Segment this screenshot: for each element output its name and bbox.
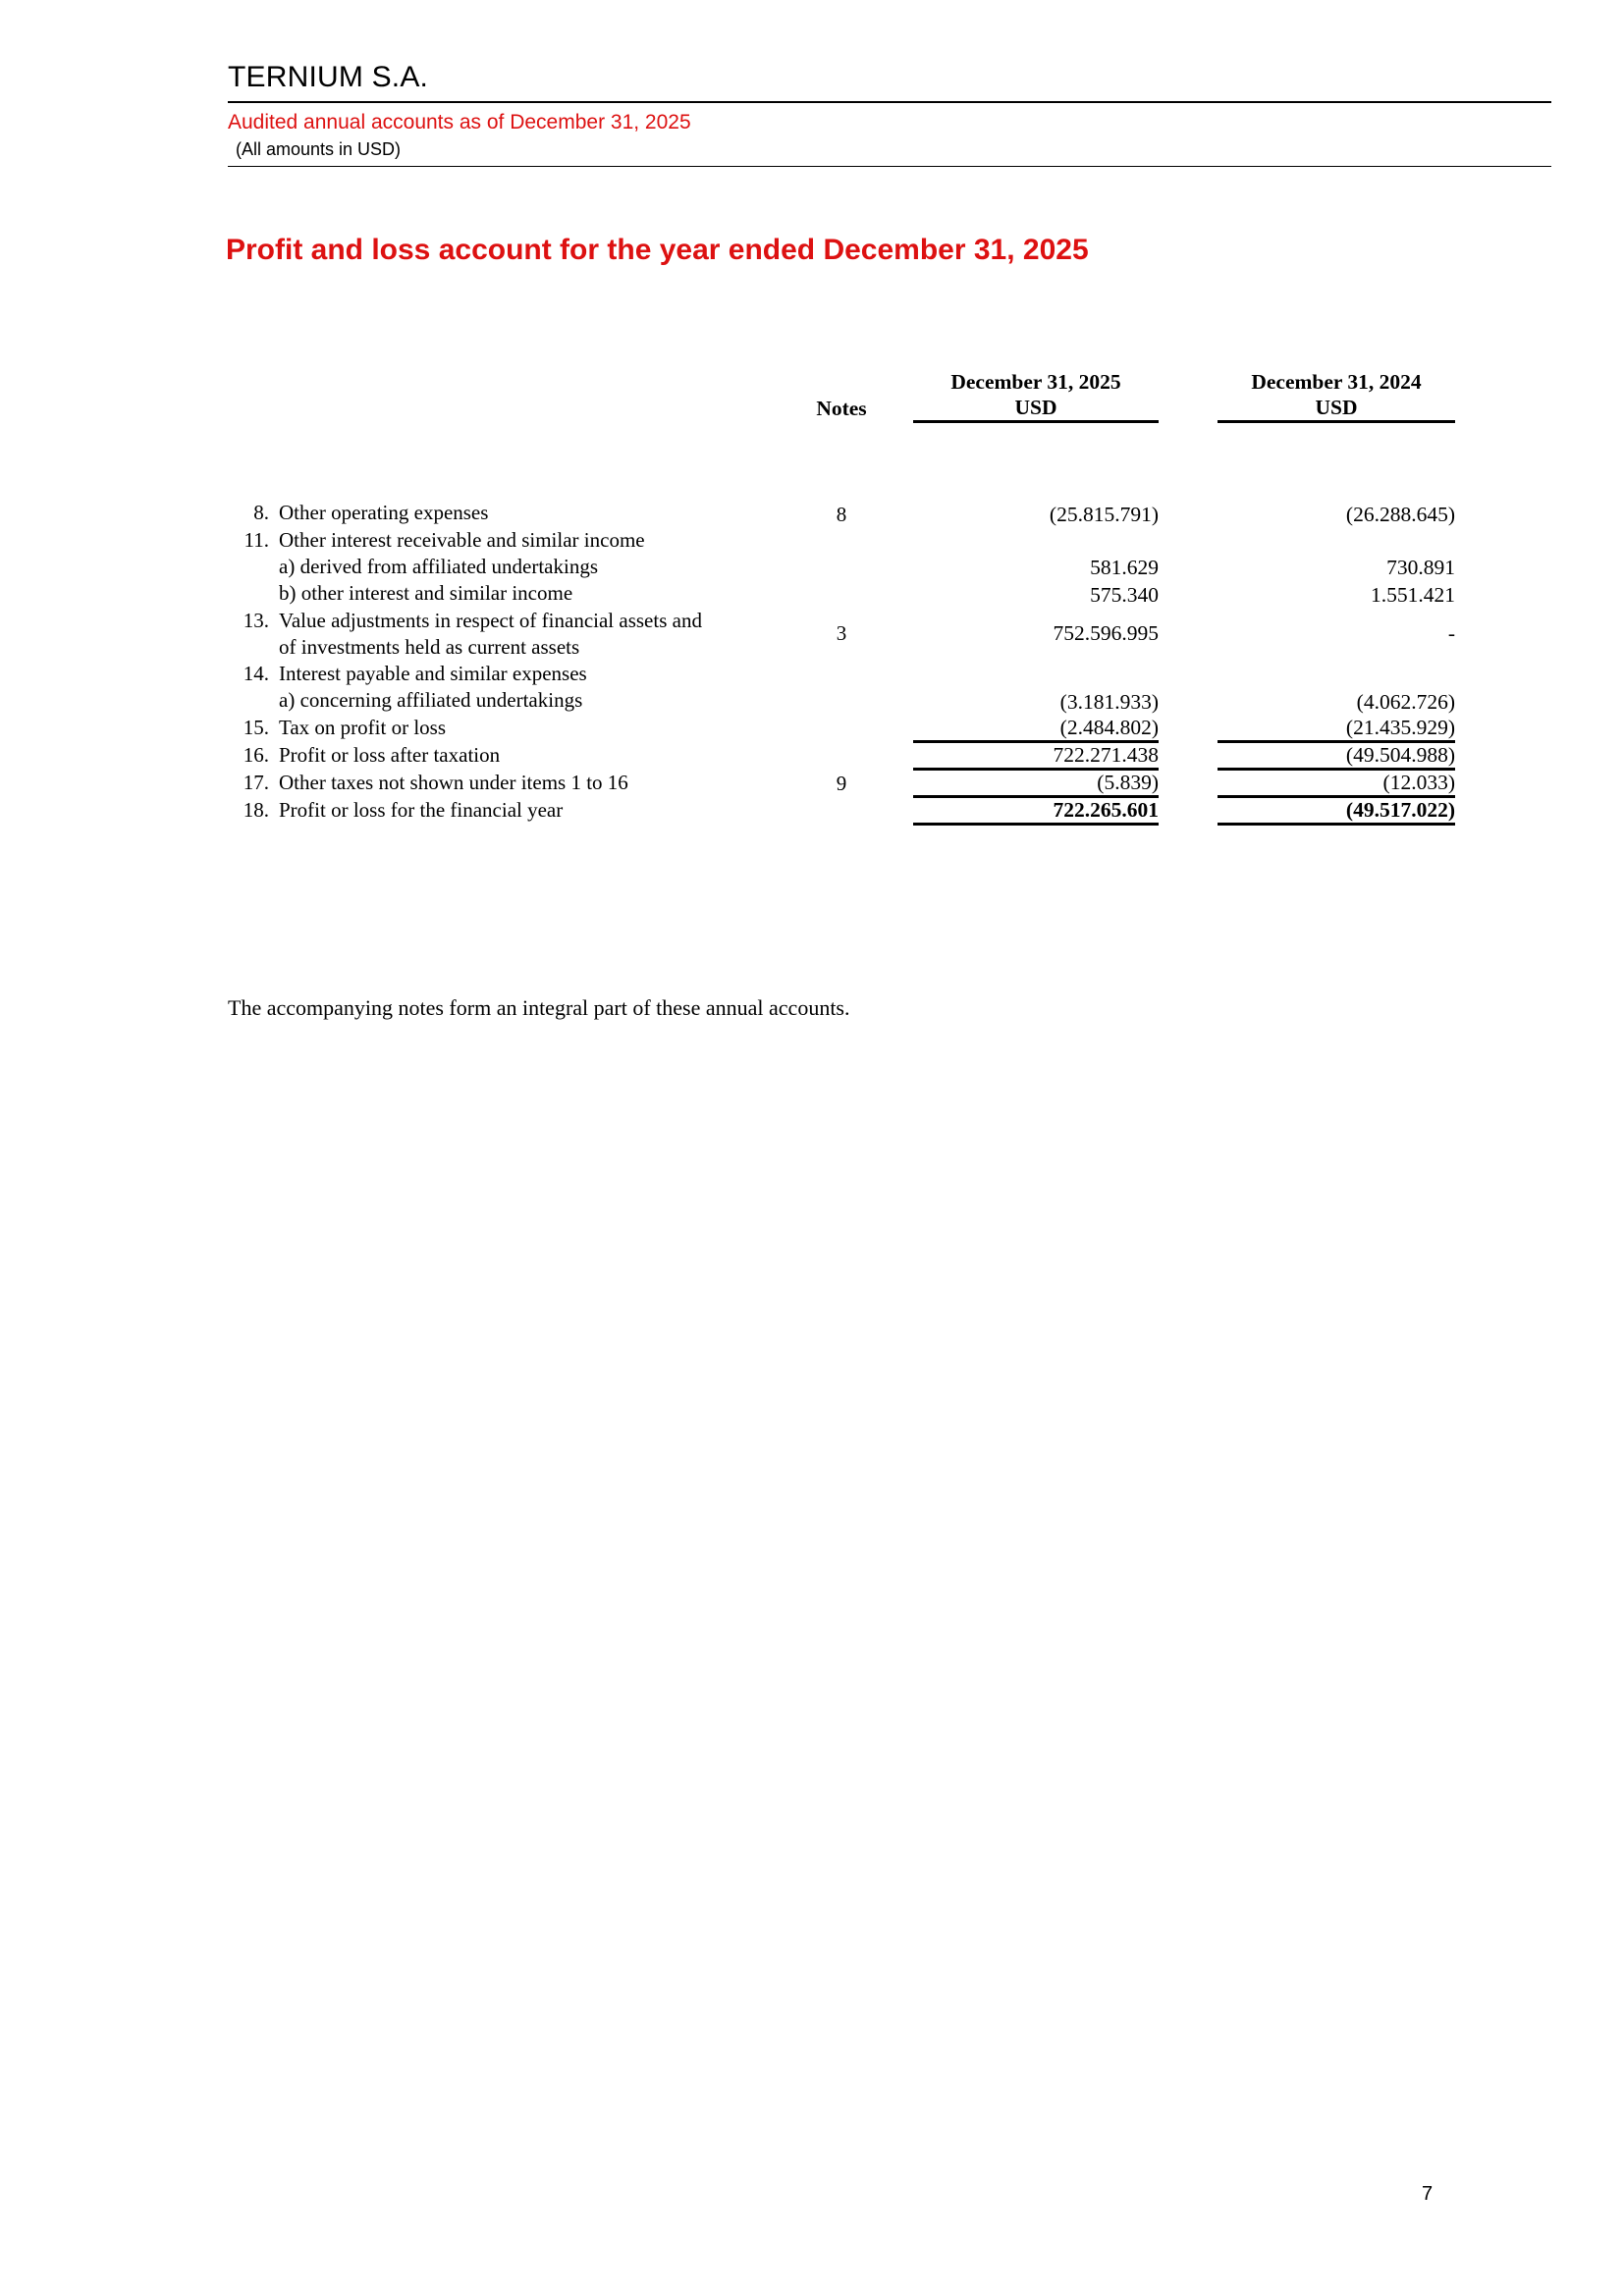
row-text-16: Profit or loss after taxation: [279, 742, 501, 767]
row-current-11a: 581.629: [1090, 556, 1159, 580]
row-prior-14a: (4.062.726): [1356, 689, 1455, 714]
row-current-16: 722.271.438: [913, 741, 1159, 769]
row-prior-15: (21.435.929): [1218, 715, 1455, 741]
table-header: [228, 368, 1455, 500]
row-note-14a: [797, 687, 886, 714]
header-gap-2: [1159, 368, 1218, 396]
row-current-11: [913, 527, 1159, 554]
table-row: [228, 796, 1455, 824]
company-name: TERNIUM S.A.: [228, 61, 429, 93]
table-row: [228, 715, 1455, 741]
row-index-11: 11.: [244, 527, 269, 552]
row-label-16: [228, 741, 797, 769]
row-index-17: 17.: [243, 770, 269, 794]
amounts-note: (All amounts in USD): [236, 138, 402, 159]
row-label-15: [228, 715, 797, 741]
row-label-11a: [228, 554, 797, 580]
row-note-14: [797, 661, 886, 687]
header-gap-3: [886, 396, 913, 422]
table-row: [228, 741, 1455, 769]
row-index-16: 16.: [243, 742, 269, 767]
row-text-18: Profit or loss for the financial year: [279, 797, 564, 822]
row-text-14: Interest payable and similar expenses: [279, 662, 587, 686]
header-currency-prior: USD: [1218, 396, 1455, 422]
header-gap-1: [886, 368, 913, 396]
header-notes: Notes: [816, 396, 867, 420]
row-prior-11a: 730.891: [1386, 556, 1455, 580]
row-text-13: Value adjustments in respect of financial assets and: [279, 608, 702, 632]
table-row: [228, 527, 1455, 554]
row-prior-11: [1218, 527, 1455, 554]
header-gap-4: [1159, 396, 1218, 422]
row-current-11b: 575.340: [1090, 582, 1159, 607]
row-note-11b: [797, 580, 886, 607]
row-current-18: 722.265.601: [913, 796, 1159, 824]
row-note-15: [797, 715, 886, 741]
row-prior-14: [1218, 661, 1455, 687]
table-row: [228, 554, 1455, 580]
row-label-11: [228, 527, 797, 554]
table-row: [228, 608, 1455, 662]
page-title: Profit and loss account for the year ended December 31, 2025: [226, 234, 1089, 266]
table-header-row-titles: [228, 368, 1455, 396]
row-label-14a: [228, 687, 797, 714]
row-index-8: 8.: [253, 501, 269, 525]
row-current-8: (25.815.791): [1049, 502, 1159, 526]
row-prior-13: -: [1447, 621, 1455, 646]
letterhead-rule-bottom: [228, 166, 1551, 167]
row-prior-11b: 1.551.421: [1371, 582, 1455, 607]
row-note-16: [797, 741, 886, 769]
header-year-current: December 31, 2025: [950, 370, 1121, 394]
row-text-15: Tax on profit or loss: [279, 715, 447, 739]
row-current-15: (2.484.802): [913, 715, 1159, 741]
row-prior-16: (49.504.988): [1218, 741, 1455, 769]
header-blank-2: [228, 396, 797, 422]
row-text-14a: a) concerning affiliated undertakings: [279, 688, 583, 713]
row-text-8: Other operating expenses: [279, 501, 489, 525]
row-label-14: [228, 661, 797, 687]
table-row: [228, 500, 1455, 526]
row-label-17: [228, 769, 797, 796]
row-text-11a: a) derived from affiliated undertakings: [279, 554, 598, 578]
row-note-11: [797, 527, 886, 554]
table-body: [228, 500, 1455, 824]
header-spacer-row: [228, 422, 1455, 501]
row-note-11a: [797, 554, 886, 580]
row-label-11b: [228, 580, 797, 607]
integral-part-note: The accompanying notes form an integral part of these annual accounts.: [228, 995, 850, 1020]
row-index-18: 18.: [243, 797, 269, 822]
row-note-13: 3: [836, 621, 847, 646]
header-blank: [228, 368, 797, 396]
row-current-17: (5.839): [913, 769, 1159, 796]
row-note-18: [797, 796, 886, 824]
row-text-17: Other taxes not shown under items 1 to 16: [279, 770, 628, 794]
row-prior-8: (26.288.645): [1345, 502, 1455, 526]
row-text-11: Other interest receivable and similar income: [279, 527, 645, 552]
row-prior-17: (12.033): [1218, 769, 1455, 796]
row-current-14: [913, 661, 1159, 687]
row-text-13-line2: of investments held as current assets: [279, 634, 580, 659]
table-row: [228, 769, 1455, 796]
row-note-17: 9: [836, 772, 847, 796]
table-row: [228, 687, 1455, 714]
profit-and-loss-table: [228, 368, 1455, 826]
row-index-14: 14.: [243, 662, 269, 686]
row-current-13: 752.596.995: [1053, 621, 1159, 646]
page-number: 7: [1422, 2183, 1434, 2205]
row-index-13: 13.: [243, 608, 269, 632]
row-label-13: [228, 608, 797, 662]
row-label-8: [228, 500, 797, 526]
row-note-8: 8: [836, 502, 847, 526]
letterhead-subtitle: Audited annual accounts as of December 31, 2025: [228, 110, 691, 133]
row-label-18: [228, 796, 797, 824]
row-prior-18: (49.517.022): [1218, 796, 1455, 824]
row-current-14a: (3.181.933): [1059, 689, 1159, 714]
row-index-15: 15.: [243, 715, 269, 739]
header-currency-current: USD: [913, 396, 1159, 422]
table-row: [228, 661, 1455, 687]
table-row: [228, 580, 1455, 607]
header-year-prior: December 31, 2024: [1251, 370, 1422, 394]
letterhead: [228, 61, 1551, 167]
row-text-11b: b) other interest and similar income: [279, 581, 573, 606]
